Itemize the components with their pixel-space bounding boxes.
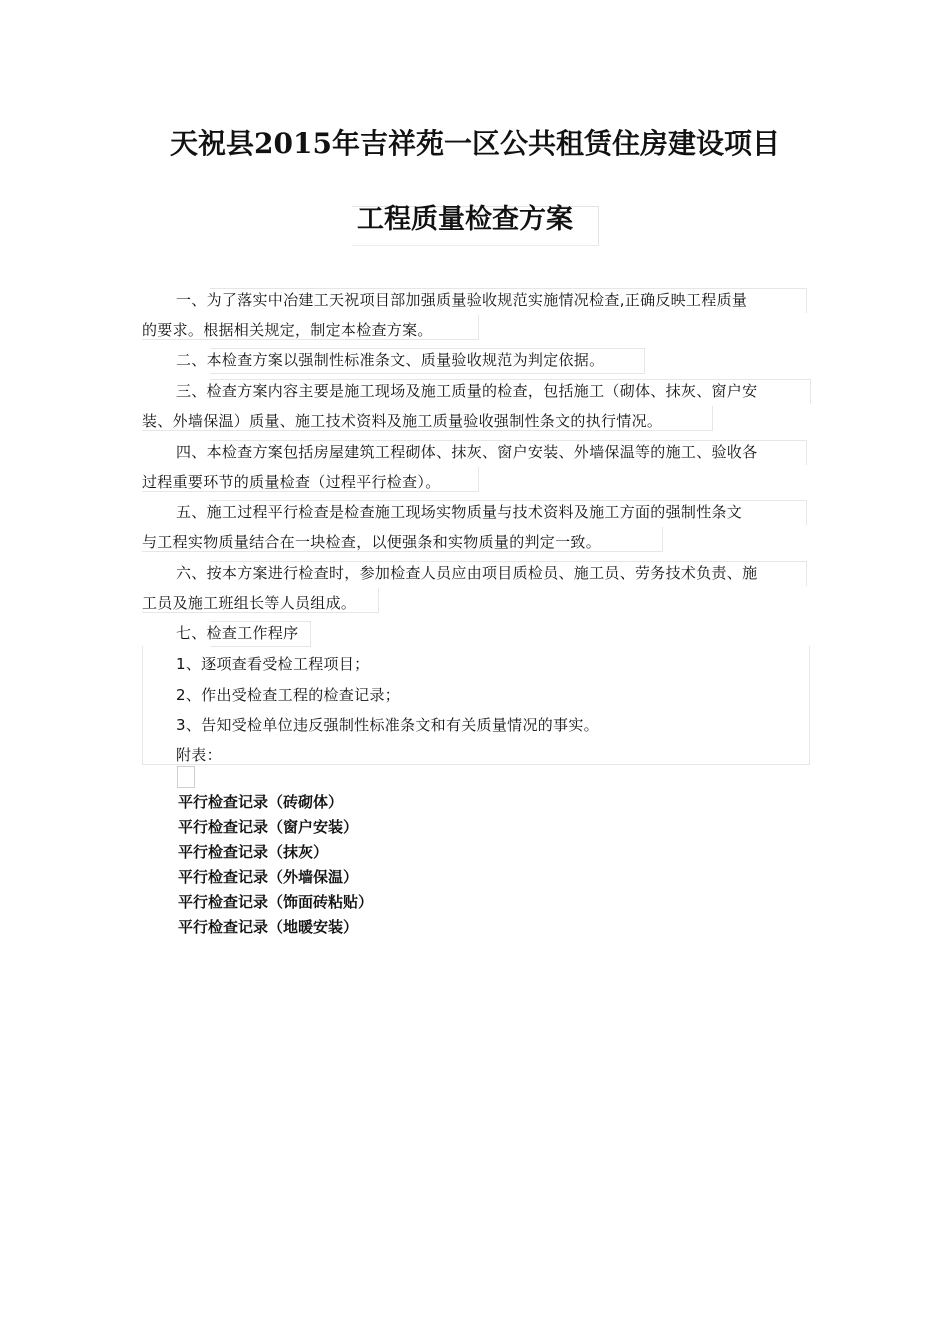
paragraph-1-line-2: 的要求。根据相关规定，制定本检查方案。: [142, 321, 433, 339]
paragraph-6: [142, 558, 820, 618]
paragraph-4: [142, 437, 820, 497]
paragraph-5-line-1: 五、施工过程平行检查是检查施工现场实物质量与技术资料及施工方面的强制性条文: [176, 503, 743, 521]
procedure-item-2: 2、作出受检查工程的检查记录；: [176, 686, 401, 704]
appendix-item-3: 平行检查记录（抹灰）: [178, 843, 329, 861]
appendix-item-1: 平行检查记录（砖砌体）: [178, 793, 344, 811]
paragraph-3: [142, 376, 820, 436]
appendix-list: [178, 790, 373, 940]
paragraph-5: [142, 497, 820, 557]
paragraph-7-line-1: 七、检查工作程序: [176, 624, 299, 642]
procedure-item-3: 3、告知受检单位违反强制性标准条文和有关质量情况的事实。: [176, 716, 599, 734]
paragraph-5-line-2: 与工程实物质量结合在一块检查，以便强条和实物质量的判定一致。: [142, 533, 602, 551]
appendix-item-5: 平行检查记录（饰面砖粘贴）: [178, 893, 374, 911]
paragraph-3-line-2: 装、外墙保温）质量、施工技术资料及施工质量验收强制性条文的执行情况。: [142, 412, 663, 430]
paragraph-1: [142, 285, 820, 345]
procedure-item-1: 1、逐项查看受检工程项目；: [176, 655, 370, 673]
appendix-item-4: 平行检查记录（外墙保温）: [178, 868, 359, 886]
appendix-item-6: 平行检查记录（地暖安装）: [178, 918, 359, 936]
paragraph-2-line-1: 二、本检查方案以强制性标准条文、质量验收规范为判定依据。: [176, 351, 605, 369]
document-title-line-2: 工程质量检查方案: [357, 204, 573, 235]
paragraph-4-line-1: 四、本检查方案包括房屋建筑工程砌体、抹灰、窗户安装、外墙保温等的施工、验收各: [176, 443, 758, 461]
appendix-label: 附表：: [176, 746, 222, 764]
paragraph-4-line-2: 过程重要环节的质量检查（过程平行检查）。: [142, 473, 441, 491]
paragraph-1-line-1: 一、为了落实中冶建工天祝项目部加强质量验收规范实施情况检查,正确反映工程质量: [176, 291, 748, 309]
appendix-item-2: 平行检查记录（窗户安装）: [178, 818, 359, 836]
document-title-line-1: 天祝县2015年吉祥苑一区公共租赁住房建设项目: [170, 127, 780, 160]
paragraph-6-line-1: 六、按本方案进行检查时，参加检查人员应由项目质检员、施工员、劳务技术负责、施: [176, 564, 758, 582]
paragraph-7: [142, 618, 820, 648]
paragraph-2: [142, 345, 820, 375]
appendix-placeholder-box: [177, 766, 195, 788]
paragraph-3-line-1: 三、检查方案内容主要是施工现场及施工质量的检查，包括施工（砌体、抹灰、窗户安: [176, 382, 758, 400]
paragraph-6-line-2: 工员及施工班组长等人员组成。: [142, 594, 357, 612]
